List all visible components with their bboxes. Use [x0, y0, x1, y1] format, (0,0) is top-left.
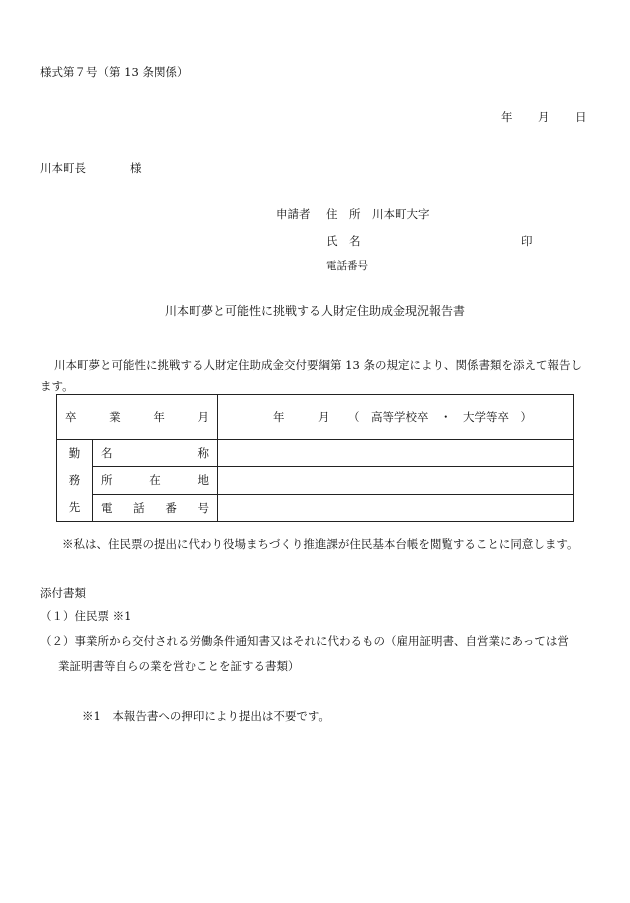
label-char: 称 [197, 446, 209, 461]
employer-address-label [93, 472, 217, 488]
label-char: 業 [109, 410, 121, 424]
employer-phone-label [93, 500, 217, 516]
date-year: 年 [501, 110, 513, 124]
employer-name-label [93, 445, 217, 461]
attachments-heading: 添付書類 [40, 586, 86, 600]
employer-label-char: 先 [68, 500, 81, 514]
label-char: 年 [153, 410, 165, 424]
consent-note: ※私は、住民票の提出に代わり役場まちづくり推進課が住民基本台帳を閲覧することに同意します。 [62, 537, 579, 551]
attachment-item-1: （１）住民票 ※1 [40, 609, 132, 623]
attachment-item-2: （２）事業所から交付される労働条件通知書又はそれに代わるもの（雇用証明書、自営業にあっては営 [40, 634, 569, 648]
employer-name-label-cell [93, 440, 218, 467]
employer-phone-label-cell [93, 494, 218, 521]
employer-name-field[interactable] [218, 440, 574, 467]
label-char: 地 [197, 473, 209, 488]
employer-address-label-cell [93, 467, 218, 494]
date-month: 月 [538, 110, 550, 124]
graduation-month: 月 [318, 410, 330, 424]
label-char: 名 [101, 446, 113, 461]
employer-name-row [57, 440, 574, 467]
body-text: 川本町夢と可能性に挑戦する人財定住助成金交付要綱第 13 条の規定により、関係書類を添えて報告します。 [40, 358, 582, 393]
graduation-row [57, 395, 574, 440]
attachment-item-2-cont: 業証明書等自らの業を営むことを証する書類） [58, 659, 300, 673]
employer-label-char: 勤 [68, 446, 81, 460]
employer-address-row [57, 467, 574, 494]
employer-phone-row [57, 494, 574, 521]
graduation-label-cell [57, 395, 218, 440]
employer-phone-field[interactable] [218, 494, 574, 521]
form-number: 様式第７号（第 13 条関係） [40, 65, 189, 79]
address-value: 川本町大字 [372, 207, 430, 221]
addressee-honorific: 様 [130, 161, 142, 175]
date-day: 日 [575, 110, 587, 124]
employer-label-cell [57, 440, 93, 522]
footnote: ※1 本報告書への押印により提出は不要です。 [82, 709, 330, 723]
document-title: 川本町夢と可能性に挑戦する人財定住助成金現況報告書 [164, 304, 465, 318]
label-char: 号 [197, 500, 209, 515]
name-label: 氏 名 [326, 234, 361, 248]
applicant-label: 申請者 [276, 207, 311, 221]
addressee [40, 163, 142, 175]
address-label: 住 所 [326, 207, 361, 221]
graduation-value-cell[interactable] [218, 395, 574, 440]
seal-mark: 印 [521, 234, 533, 248]
graduation-options: （ 高等学校卒 ・ 大学等卒 ） [348, 410, 532, 424]
label-char: 所 [101, 473, 113, 488]
label-char: 電 [101, 500, 113, 515]
graduation-year: 年 [273, 410, 285, 424]
label-char: 番 [165, 500, 177, 515]
employer-address-field[interactable] [218, 467, 574, 494]
label-char: 在 [149, 473, 161, 488]
addressee-name: 川本町長 [40, 161, 86, 175]
label-char: 卒 [65, 410, 77, 424]
report-table [56, 394, 574, 522]
employer-label-char: 務 [68, 473, 81, 487]
graduation-label [57, 409, 217, 425]
label-char: 話 [133, 500, 145, 515]
phone-label: 電話番号 [326, 260, 368, 272]
label-char: 月 [197, 410, 209, 424]
